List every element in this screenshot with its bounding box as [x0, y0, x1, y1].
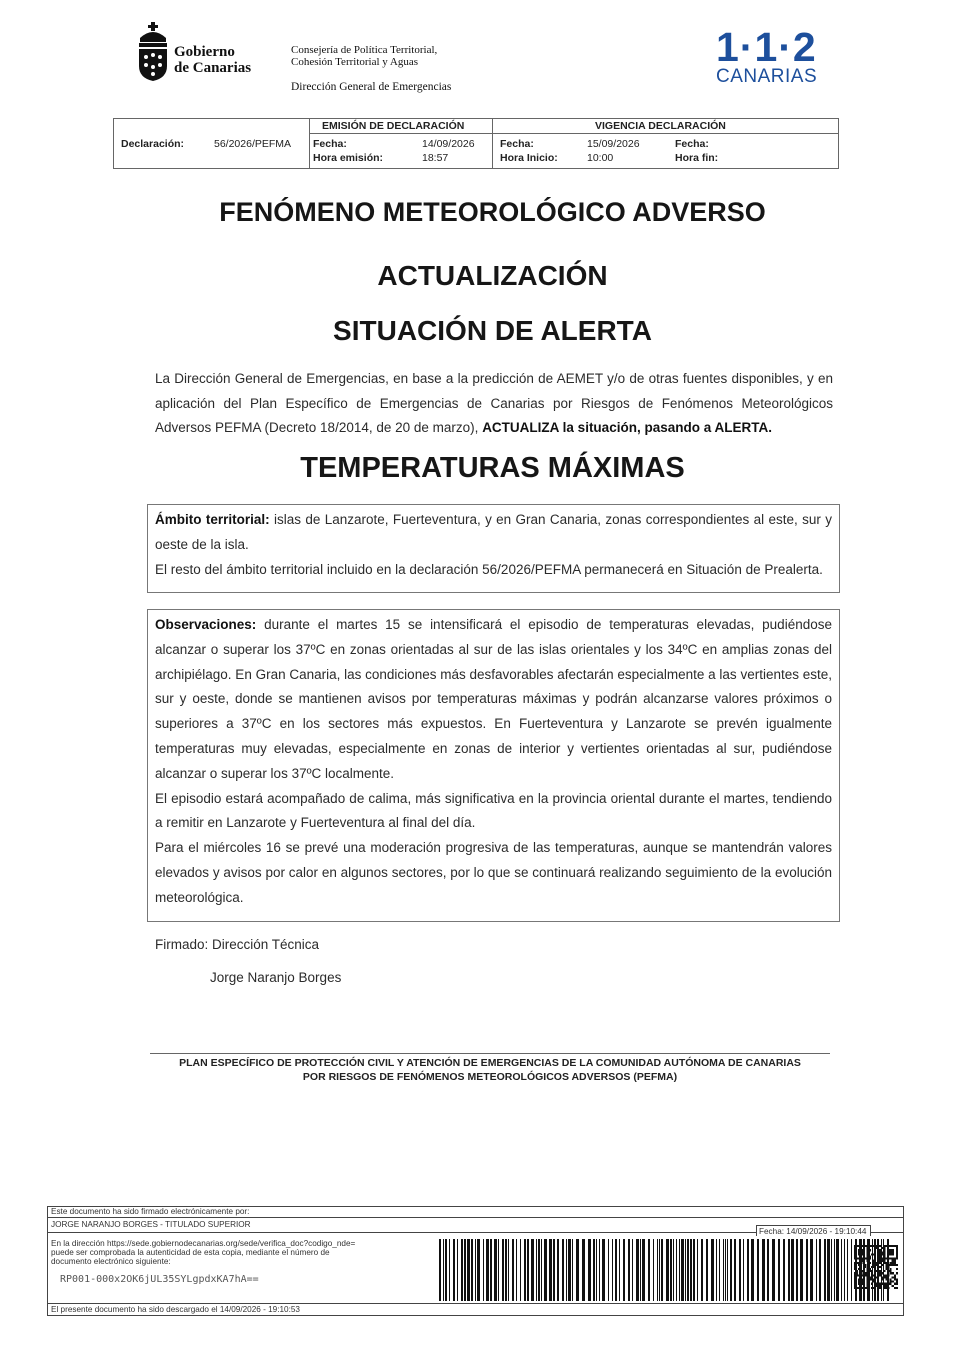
ambito-text: islas de Lanzarote, Fuerteventura, y en Gran Canaria, zonas correspondientes al este, sur y oeste de la isla. [155, 512, 832, 552]
emision-hora-value: 18:57 [422, 152, 449, 164]
hora-fin-label: Hora fin: [675, 152, 719, 164]
signature-date: Fecha: 14/09/2026 - 19:10:44 [756, 1225, 871, 1236]
gobierno-line2: de Canarias [174, 60, 252, 76]
vigencia-fecha-value: 15/09/2026 [587, 138, 640, 150]
barcode-icon [439, 1239, 891, 1301]
declaration-table [113, 118, 839, 169]
firmado-line: Firmado: Dirección Técnica [155, 937, 320, 952]
intro-paragraph [155, 367, 833, 441]
electronic-signature-box [47, 1206, 904, 1316]
verify-line3: documento electrónico siguiente: [51, 1257, 171, 1266]
verification-code: RP001-000x2OK6jUL35SYLgpdxKA7hA== [60, 1274, 259, 1285]
ambito-territorial-box [147, 504, 840, 593]
verify-line1: En la dirección https://sede.gobiernodecanarias.org/sede/verifica_doc?codigo_nde= [51, 1239, 356, 1248]
vigencia-fecha-label: Fecha: [500, 138, 534, 150]
observaciones-p1: durante el martes 15 se intensificará el episodio de temperaturas elevadas, pudiéndose alcanzar o superar los 37ºC en zonas orientadas al sur de las islas orientales y los 34ºC en amplias zonas del archipiélago. En Gran Canaria, las condiciones más desfavorables afectarán especialmente a las vertientes este, sur y oeste, donde se mantienen avisos por temperaturas máximas y podrán alcanzarse valores próximos o superiores a 37ºC en los sectores más expuestos. En Fuerteventura y Lanzarote se prevén igualmente temperaturas muy elevadas, especialmente en zonas de interior y vertientes orientadas al sur, pudiéndose alcanzar o superar los 37ºC localmente. [155, 617, 832, 781]
plan-divider [150, 1053, 830, 1054]
observaciones-p3: Para el miércoles 16 se prevé una moderación progresiva de las temperaturas, aunque se mantendrán valores elevados y avisos por calor en algunos sectores, por lo que se continuará realizando seguimiento de la evolución meteorológica. [155, 840, 832, 905]
ambito-label: Ámbito territorial: [155, 512, 270, 527]
fin-fecha-label: Fecha: [675, 138, 709, 150]
signer-line: JORGE NARANJO BORGES - TITULADO SUPERIOR [51, 1220, 251, 1229]
verify-line2: puede ser comprobada la autenticidad de esta copia, mediante el número de [51, 1248, 330, 1257]
hora-inicio-label: Hora Inicio: [500, 152, 558, 164]
observaciones-label: Observaciones: [155, 617, 257, 632]
intro-text: La Dirección General de Emergencias, en base a la predicción de AEMET y/o de otras fuentes disponibles, y en aplicación del Plan Específico de Emergencias de Canarias por Riesgos de Fenómenos Meteorológicos Adversos PEFMA (Decreto 18/2014, de 20 de marzo), [155, 371, 833, 435]
hora-emision-label: Hora emisión: [313, 152, 384, 164]
signed-by-label: Este documento ha sido firmado electrónicamente por: [51, 1207, 250, 1216]
gobierno-canarias-logo-text [174, 44, 251, 76]
emision-fecha-value: 14/09/2026 [422, 138, 475, 150]
plan-line2: POR RIESGOS DE FENÓMENOS METEOROLÓGICOS ADVERSOS (PEFMA) [302, 1071, 678, 1083]
gobierno-canarias-coat-of-arms-icon [136, 22, 170, 82]
declaration-label: Declaración: [121, 138, 185, 150]
vigencia-hora-value: 10:00 [587, 152, 614, 164]
plan-footer-title [150, 1056, 830, 1084]
verify-instructions [51, 1239, 355, 1266]
qr-code-icon [854, 1245, 898, 1289]
plan-line1: PLAN ESPECÍFICO DE PROTECCIÓN CIVIL Y ATENCIÓN DE EMERGENCIAS DE LA COMUNIDAD AUTÓNOMA DE CANARIAS [179, 1057, 801, 1069]
signer-name: Jorge Naranjo Borges [210, 970, 342, 985]
observaciones-box [147, 609, 840, 922]
title-situation: SITUACIÓN DE ALERTA [333, 315, 652, 346]
consejeria-name [291, 44, 437, 68]
logo-112-region: CANARIAS [716, 66, 818, 87]
observaciones-p2: El episodio estará acompañado de calima, más significativa en la provincia oriental durante el martes, tendiendo a remitir en Lanzarote y Fuerteventura al final del día. [155, 790, 832, 831]
consejeria-line1: Consejería de Política Territorial, [291, 44, 438, 56]
ambito-rest: El resto del ámbito territorial incluido en la declaración 56/2026/PEFMA permanecerá en Situación de Prealerta. [155, 561, 823, 577]
logo-112-canarias [716, 24, 818, 87]
emision-header: EMISIÓN DE DECLARACIÓN [322, 120, 465, 132]
title-update: ACTUALIZACIÓN [377, 260, 608, 291]
title-main: FENÓMENO METEOROLÓGICO ADVERSO [219, 197, 766, 227]
downloaded-line: El presente documento ha sido descargado el 14/09/2026 - 19:10:53 [51, 1305, 300, 1314]
consejeria-line2: Cohesión Territorial y Aguas [291, 56, 419, 68]
declaration-code: 56/2026/PEFMA [214, 138, 292, 150]
gobierno-line1: Gobierno [174, 44, 235, 60]
emision-fecha-label: Fecha: [313, 138, 347, 150]
logo-112-number: 1·1·2 [716, 24, 817, 70]
vigencia-header: VIGENCIA DECLARACIÓN [595, 120, 726, 132]
intro-bold: ACTUALIZA la situación, pasando a ALERTA. [482, 420, 772, 435]
direccion-general-header: Dirección General de Emergencias [291, 81, 452, 93]
title-phenomenon: TEMPERATURAS MÁXIMAS [300, 452, 685, 484]
